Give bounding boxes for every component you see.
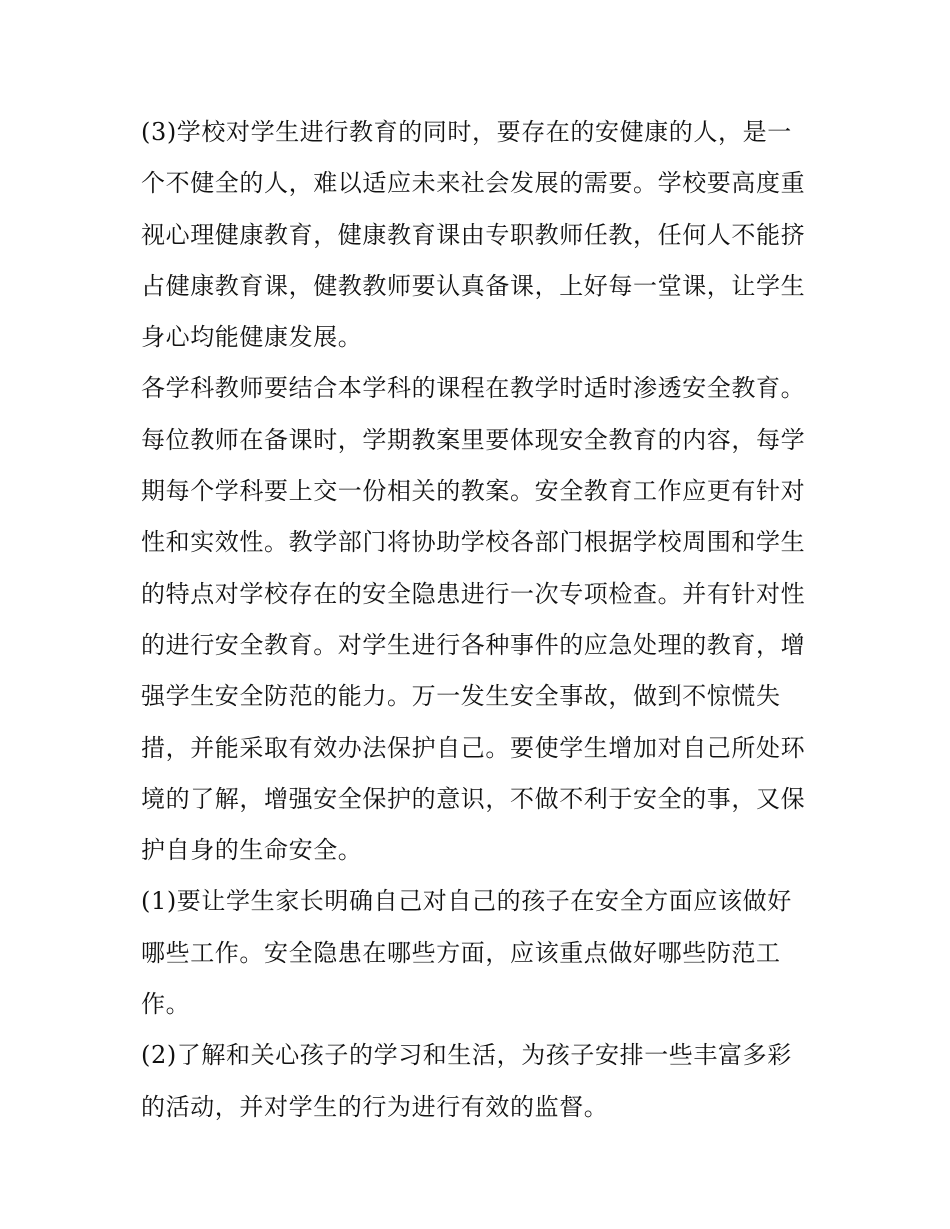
text-line: 身心均能健康发展。	[141, 323, 363, 352]
paragraph-parent-responsibility	[141, 876, 813, 1030]
text-line: 的特点对学校存在的安全隐患进行一次专项检查。并有针对性	[141, 579, 806, 608]
text-line: 强学生安全防范的能力。万一发生安全事故，做到不惊慌失	[141, 682, 781, 711]
paragraph-school-health-education	[141, 107, 813, 363]
text-line: 每位教师在备课时，学期教案里要体现安全教育的内容，每学	[141, 425, 806, 454]
text-line: (1)要让学生家长明确自己对自己的孩子在安全方面应该做好	[141, 887, 792, 916]
text-line: 视心理健康教育，健康教育课由专职教师任教，任何人不能挤	[141, 220, 806, 249]
paragraph-subject-safety-education	[141, 363, 813, 876]
text-line: 境的了解，增强安全保护的意识，不做不利于安全的事，又保	[141, 784, 806, 813]
document-body	[141, 107, 813, 1133]
text-line: (3)学校对学生进行教育的同时，要存在的安健康的人，是一	[141, 118, 792, 146]
text-line: 各学科教师要结合本学科的课程在教学时适时渗透安全教育。	[141, 374, 806, 403]
text-line: 护自身的生命安全。	[141, 836, 363, 865]
text-line: 作。	[141, 990, 191, 1019]
text-line: 个不健全的人，难以适应未来社会发展的需要。学校要高度重	[141, 169, 806, 198]
text-line: 的进行安全教育。对学生进行各种事件的应急处理的教育，增	[141, 630, 806, 659]
text-line: 性和实效性。教学部门将协助学校各部门根据学校周围和学生	[141, 528, 806, 557]
text-line: 措，并能采取有效办法保护自己。要使学生增加对自己所处环	[141, 733, 806, 762]
text-line: 占健康教育课，健教教师要认真备课，上好每一堂课，让学生	[141, 271, 806, 300]
text-line: 哪些工作。安全隐患在哪些方面，应该重点做好哪些防范工	[141, 938, 781, 967]
text-line: 期每个学科要上交一份相关的教案。安全教育工作应更有针对	[141, 477, 806, 506]
paragraph-parent-care	[141, 1030, 813, 1133]
text-line: (2)了解和关心孩子的学习和生活，为孩子安排一些丰富多彩	[141, 1041, 792, 1070]
text-line: 的活动，并对学生的行为进行有效的监督。	[141, 1092, 609, 1121]
